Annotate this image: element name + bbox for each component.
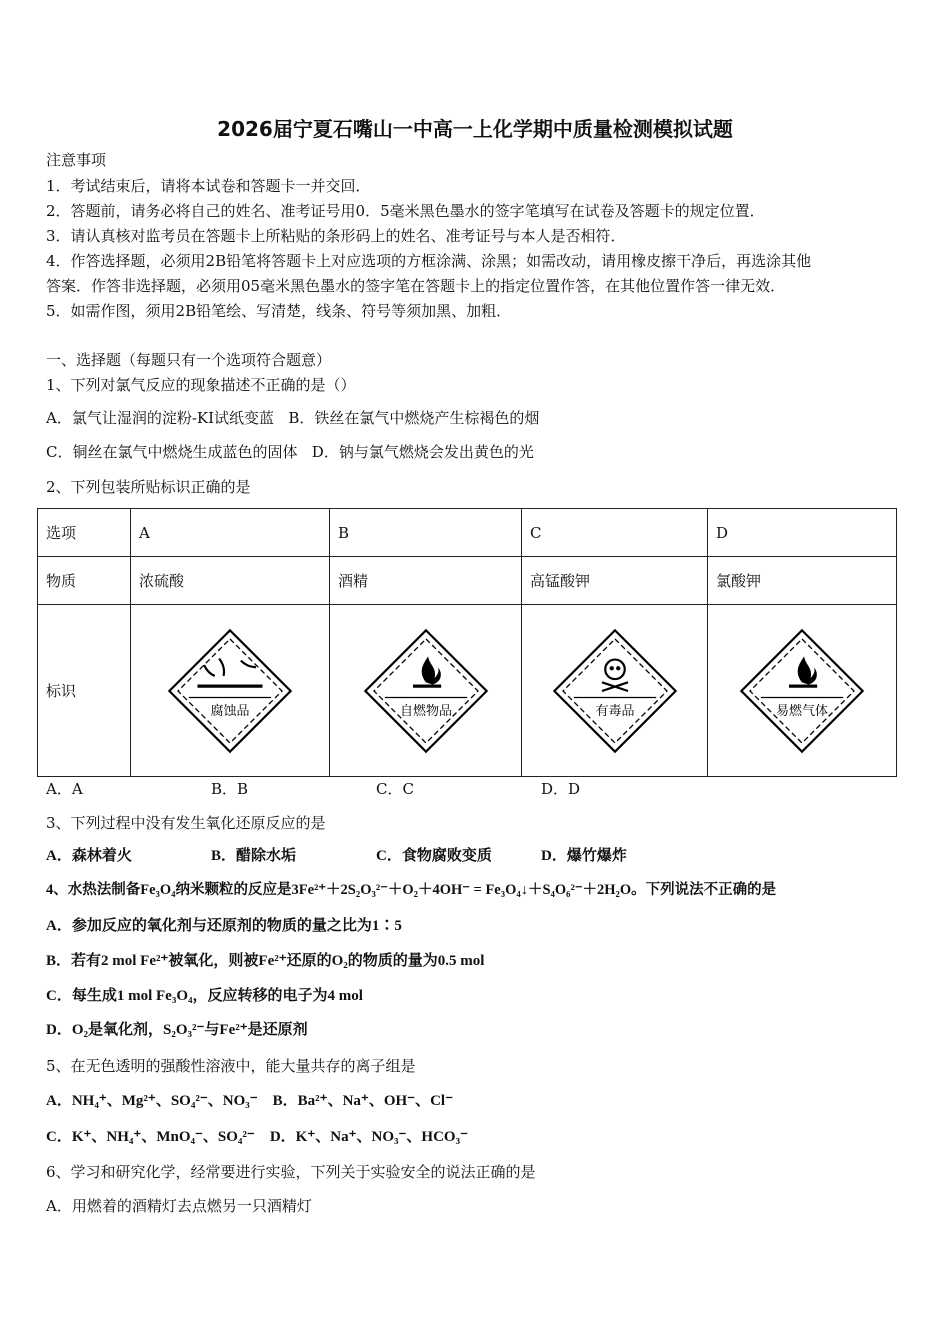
q3-option-d: D．爆竹爆炸 <box>541 848 627 864</box>
col-d: D <box>708 509 897 557</box>
q2-option-a: A．A <box>46 780 83 798</box>
col-a: A <box>131 509 330 557</box>
notice-line: 答案．作答非选择题，必须用05毫米黑色墨水的签字笔在答题卡上的指定位置作答，在其他位置作答一律无效． <box>46 277 786 295</box>
q1-options-ab <box>46 408 539 428</box>
q1-option-c: C．铜丝在氯气中燃烧生成蓝色的固体 <box>46 443 298 461</box>
q3-option-c: C．食物腐败变质 <box>376 848 492 864</box>
flame-icon <box>361 626 491 756</box>
hazard-label: 腐蚀品 <box>210 703 250 719</box>
q2-stem: 2、下列包装所贴标识正确的是 <box>46 478 251 496</box>
notice-line: 5．如需作图，须用2B铅笔绘、写清楚，线条、符号等须加黑、加粗． <box>46 302 512 320</box>
substance: 酒精 <box>330 557 522 605</box>
hazard-label: 自燃物品 <box>399 703 452 719</box>
q2-option-b: B．B <box>211 780 249 798</box>
q5-option-c: C．K⁺、NH₄⁺、MnO₄⁻、SO₄²⁻ <box>46 1129 255 1145</box>
q6-option-a: A．用燃着的酒精灯去点燃另一只酒精灯 <box>46 1197 312 1215</box>
q5-stem: 5、在无色透明的强酸性溶液中，能大量共存的离子组是 <box>46 1057 416 1075</box>
q6-stem: 6、学习和研究化学，经常要进行实验，下列关于实验安全的说法正确的是 <box>46 1163 536 1181</box>
skull-icon <box>550 626 680 756</box>
hazard-label: 易燃气体 <box>775 703 829 719</box>
q5-option-a: A．NH₄⁺、Mg²⁺、SO₄²⁻、NO₃⁻ <box>46 1093 258 1109</box>
q3-option-a: A．森林着火 <box>46 848 132 864</box>
q5-options-cd <box>46 1127 468 1147</box>
hazard-symbol-cell <box>708 605 897 777</box>
q5-option-b: B．Ba²⁺、Na⁺、OH⁻、Cl⁻ <box>272 1093 454 1109</box>
row-header: 标识 <box>38 605 131 777</box>
hazard-symbol-cell <box>131 605 330 777</box>
page-title: 2026届宁夏石嘴山一中高一上化学期中质量检测模拟试题 <box>217 117 733 141</box>
corrosive-icon <box>165 626 295 756</box>
q4-option-c: C．每生成1 mol Fe₃O₄，反应转移的电子为4 mol <box>46 988 363 1004</box>
q1-option-d: D．钠与氯气燃烧会发出黄色的光 <box>311 443 534 461</box>
q2-options <box>46 779 706 799</box>
notice-heading: 注意事项 <box>46 151 107 169</box>
col-c: C <box>522 509 708 557</box>
substance: 高锰酸钾 <box>522 557 708 605</box>
q1-stem: 1、下列对氯气反应的现象描述不正确的是（） <box>46 376 356 394</box>
hazard-symbol-cell <box>522 605 708 777</box>
q4-option-b: B．若有2 mol Fe²⁺被氧化，则被Fe²⁺还原的O₂的物质的量为0.5 mol <box>46 953 485 969</box>
q4-option-d: D．O₂是氧化剂，S₂O₃²⁻与Fe²⁺是还原剂 <box>46 1022 308 1038</box>
notice-line: 1．考试结束后，请将本试卷和答题卡一并交回． <box>46 177 371 195</box>
notice-line: 4．作答选择题，必须用2B铅笔将答题卡上对应选项的方框涂满、涂黑；如需改动，请用橡皮擦干净后，再选涂其他 <box>46 252 812 270</box>
hazard-label: 有毒品 <box>594 703 635 719</box>
q1-options-cd <box>46 442 534 462</box>
q2-option-c: C．C <box>376 780 414 798</box>
row-header: 物质 <box>38 557 131 605</box>
section-heading: 一、选择题（每题只有一个选项符合题意） <box>46 351 332 369</box>
row-header: 选项 <box>38 509 131 557</box>
hazard-symbol-cell <box>330 605 522 777</box>
notice-line: 2．答题前，请务必将自己的姓名、准考证号用0．5毫米黑色墨水的签字笔填写在试卷及答题卡的规定位置． <box>46 202 765 220</box>
q1-option-a: A．氯气让湿润的淀粉-KI试纸变蓝 <box>46 409 275 427</box>
notice-line: 3．请认真核对监考员在答题卡上所粘贴的条形码上的姓名、准考证号与本人是否相符． <box>46 227 626 245</box>
q4-option-a: A．参加反应的氧化剂与还原剂的物质的量之比为1∶5 <box>46 918 402 934</box>
hazard-label-table <box>37 508 897 777</box>
q1-option-b: B．铁丝在氯气中燃烧产生棕褐色的烟 <box>288 409 540 427</box>
flame-icon <box>737 626 867 756</box>
q5-options-ab <box>46 1091 453 1111</box>
substance: 浓硫酸 <box>131 557 330 605</box>
q5-option-d: D．K⁺、Na⁺、NO₃⁻、HCO₃⁻ <box>269 1129 469 1145</box>
q4-stem: 4、水热法制备Fe₃O₄纳米颗粒的反应是3Fe²⁺＋2S₂O₃²⁻＋O₂＋4OH⁻ = Fe₃O₄↓＋S₄O₆²⁻＋2H₂O。下列说法不正确的是 <box>46 882 777 898</box>
substance: 氯酸钾 <box>708 557 897 605</box>
col-b: B <box>330 509 522 557</box>
q3-options <box>46 846 706 866</box>
q3-stem: 3、下列过程中没有发生氧化还原反应的是 <box>46 814 326 832</box>
q3-option-b: B．醋除水垢 <box>211 848 297 864</box>
q2-option-d: D．D <box>541 780 581 798</box>
